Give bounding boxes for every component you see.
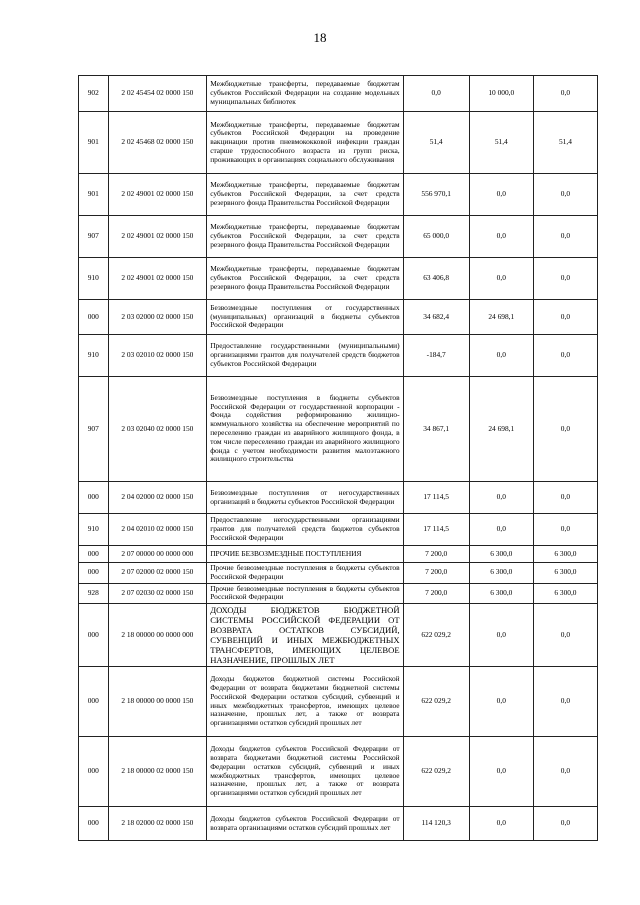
budget-code-cell: 2 18 00000 00 0000 150	[108, 667, 207, 737]
income-name-cell: Прочие безвозмездные поступления в бюджеты субъектов Российской Федерации	[207, 563, 403, 584]
admin-code-cell: 000	[79, 737, 109, 807]
amount-year2-cell: 0,0	[469, 482, 533, 514]
income-name-cell: Безвозмездные поступления в бюджеты субъектов Российской Федерации от государственной корпорации - Фонда содействия реформированию жилищно-коммунального хозяйства на обеспечение мероприятий по переселению граждан из аварийного жилищного фонда, в том числе переселению граждан из аварийного жилищного фонда с учетом необходимости развития малоэтажного жилищного строительства	[207, 377, 403, 482]
amount-year2-cell: 0,0	[469, 667, 533, 737]
budget-code-cell: 2 07 02030 02 0000 150	[108, 583, 207, 604]
amount-year1-cell: 34 867,1	[403, 377, 469, 482]
page-number: 18	[313, 30, 327, 45]
amount-year3-cell: 0,0	[533, 737, 597, 807]
table-body	[79, 76, 598, 841]
amount-year3-cell: 0,0	[533, 76, 597, 112]
table-row	[79, 563, 598, 584]
amount-year1-cell: 0,0	[403, 76, 469, 112]
budget-code-cell: 2 02 49001 02 0000 150	[108, 174, 207, 216]
amount-year1-cell: 556 970,1	[403, 174, 469, 216]
budget-code-cell: 2 04 02000 02 0000 150	[108, 482, 207, 514]
amount-year3-cell: 6 300,0	[533, 546, 597, 563]
admin-code-cell: 910	[79, 514, 109, 546]
budget-code-cell: 2 04 02010 02 0000 150	[108, 514, 207, 546]
income-name-cell: Безвозмездные поступления от негосударственных организаций в бюджеты субъектов Российской Федерации	[207, 482, 403, 514]
admin-code-cell: 000	[79, 563, 109, 584]
budget-code-cell: 2 03 02040 02 0000 150	[108, 377, 207, 482]
amount-year1-cell: 17 114,5	[403, 482, 469, 514]
amount-year1-cell: 622 029,2	[403, 737, 469, 807]
budget-code-cell: 2 02 49001 02 0000 150	[108, 216, 207, 258]
amount-year3-cell: 0,0	[533, 604, 597, 667]
amount-year2-cell: 24 698,1	[469, 300, 533, 335]
table-row	[79, 807, 598, 841]
admin-code-cell: 902	[79, 76, 109, 112]
income-name-cell: Межбюджетные трансферты, передаваемые бюджетам субъектов Российской Федерации, за счет средств резервного фонда Правительства Российской Федерации	[207, 174, 403, 216]
table-row	[79, 514, 598, 546]
income-name-cell: Межбюджетные трансферты, передаваемые бюджетам субъектов Российской Федерации, за счет средств резервного фонда Правительства Российской Федерации	[207, 258, 403, 300]
amount-year2-cell: 0,0	[469, 335, 533, 377]
amount-year3-cell: 6 300,0	[533, 563, 597, 584]
admin-code-cell: 907	[79, 377, 109, 482]
admin-code-cell: 901	[79, 112, 109, 174]
amount-year1-cell: 65 000,0	[403, 216, 469, 258]
income-name-cell: Межбюджетные трансферты, передаваемые бюджетам субъектов Российской Федерации на проведение вакцинации против пневмококковой инфекции граждан старше трудоспособного возраста из групп риска, проживающих в организациях социального обслуживания	[207, 112, 403, 174]
budget-code-cell: 2 03 02000 02 0000 150	[108, 300, 207, 335]
admin-code-cell: 907	[79, 216, 109, 258]
amount-year1-cell: 622 029,2	[403, 667, 469, 737]
admin-code-cell: 910	[79, 258, 109, 300]
table-row	[79, 76, 598, 112]
income-name-cell: ДОХОДЫ БЮДЖЕТОВ БЮДЖЕТНОЙ СИСТЕМЫ РОССИЙСКОЙ ФЕДЕРАЦИИ ОТ ВОЗВРАТА ОСТАТКОВ СУБСИДИЙ, СУБВЕНЦИЙ И ИНЫХ МЕЖБЮДЖЕТНЫХ ТРАНСФЕРТОВ, ИМЕЮЩИХ ЦЕЛЕВОЕ НАЗНАЧЕНИЕ, ПРОШЛЫХ ЛЕТ	[207, 604, 403, 667]
amount-year1-cell: 63 406,8	[403, 258, 469, 300]
income-name-cell: Предоставление негосударственными организациями грантов для получателей средств бюджетов субъектов Российской Федерации	[207, 514, 403, 546]
admin-code-cell: 000	[79, 300, 109, 335]
amount-year2-cell: 10 000,0	[469, 76, 533, 112]
amount-year2-cell: 0,0	[469, 258, 533, 300]
table-row	[79, 300, 598, 335]
amount-year1-cell: 622 029,2	[403, 604, 469, 667]
amount-year3-cell: 51,4	[533, 112, 597, 174]
income-name-cell: Прочие безвозмездные поступления в бюджеты субъектов Российской Федерации	[207, 583, 403, 604]
table-row	[79, 482, 598, 514]
budget-code-cell: 2 18 00000 02 0000 150	[108, 737, 207, 807]
amount-year2-cell: 6 300,0	[469, 546, 533, 563]
amount-year2-cell: 51,4	[469, 112, 533, 174]
admin-code-cell: 910	[79, 335, 109, 377]
amount-year1-cell: 7 200,0	[403, 583, 469, 604]
amount-year1-cell: 7 200,0	[403, 563, 469, 584]
budget-code-cell: 2 18 02000 02 0000 150	[108, 807, 207, 841]
amount-year2-cell: 0,0	[469, 174, 533, 216]
table-row	[79, 583, 598, 604]
admin-code-cell: 000	[79, 807, 109, 841]
table-row	[79, 667, 598, 737]
amount-year1-cell: 34 682,4	[403, 300, 469, 335]
admin-code-cell: 000	[79, 546, 109, 563]
amount-year2-cell: 6 300,0	[469, 583, 533, 604]
table-row	[79, 112, 598, 174]
admin-code-cell: 000	[79, 667, 109, 737]
amount-year1-cell: -184,7	[403, 335, 469, 377]
admin-code-cell: 000	[79, 482, 109, 514]
amount-year1-cell: 17 114,5	[403, 514, 469, 546]
table-row	[79, 174, 598, 216]
amount-year2-cell: 24 698,1	[469, 377, 533, 482]
amount-year3-cell: 0,0	[533, 216, 597, 258]
amount-year1-cell: 114 120,3	[403, 807, 469, 841]
income-name-cell: Доходы бюджетов бюджетной системы Российской Федерации от возврата бюджетами бюджетной системы Российской Федерации остатков субсидий, субвенций и иных межбюджетных трансфертов, имеющих целевое назначение, прошлых лет, а также от возврата организациями остатков субсидий прошлых лет	[207, 667, 403, 737]
budget-code-cell: 2 02 45468 02 0000 150	[108, 112, 207, 174]
budget-revenue-table	[78, 75, 598, 841]
table-row	[79, 546, 598, 563]
amount-year3-cell: 0,0	[533, 258, 597, 300]
amount-year3-cell: 0,0	[533, 174, 597, 216]
table-row	[79, 258, 598, 300]
amount-year2-cell: 0,0	[469, 737, 533, 807]
amount-year3-cell: 6 300,0	[533, 583, 597, 604]
budget-code-cell: 2 07 02000 02 0000 150	[108, 563, 207, 584]
amount-year2-cell: 0,0	[469, 216, 533, 258]
income-name-cell: Предоставление государственными (муниципальными) организациями грантов для получателей средств бюджетов субъектов Российской Федерации	[207, 335, 403, 377]
table-row	[79, 377, 598, 482]
amount-year3-cell: 0,0	[533, 482, 597, 514]
income-name-cell: Безвозмездные поступления от государственных (муниципальных) организаций в бюджеты субъектов Российской Федерации	[207, 300, 403, 335]
amount-year1-cell: 51,4	[403, 112, 469, 174]
amount-year2-cell: 0,0	[469, 514, 533, 546]
income-name-cell: Доходы бюджетов субъектов Российской Федерации от возврата организациями остатков субсидий прошлых лет	[207, 807, 403, 841]
amount-year3-cell: 0,0	[533, 807, 597, 841]
amount-year2-cell: 0,0	[469, 604, 533, 667]
admin-code-cell: 901	[79, 174, 109, 216]
table-row	[79, 737, 598, 807]
income-name-cell: ПРОЧИЕ БЕЗВОЗМЕЗДНЫЕ ПОСТУПЛЕНИЯ	[207, 546, 403, 563]
amount-year3-cell: 0,0	[533, 300, 597, 335]
budget-code-cell: 2 02 49001 02 0000 150	[108, 258, 207, 300]
amount-year3-cell: 0,0	[533, 514, 597, 546]
amount-year3-cell: 0,0	[533, 335, 597, 377]
amount-year2-cell: 6 300,0	[469, 563, 533, 584]
income-name-cell: Доходы бюджетов субъектов Российской Федерации от возврата бюджетами бюджетной системы Российской Федерации остатков субсидий, субвенций и иных межбюджетных трансфертов, имеющих целевое назначение, прошлых лет, а также от возврата организациями остатков субсидий прошлых лет	[207, 737, 403, 807]
table-row	[79, 604, 598, 667]
table-row	[79, 335, 598, 377]
amount-year2-cell: 0,0	[469, 807, 533, 841]
budget-code-cell: 2 07 00000 00 0000 000	[108, 546, 207, 563]
budget-code-cell: 2 18 00000 00 0000 000	[108, 604, 207, 667]
admin-code-cell: 000	[79, 604, 109, 667]
amount-year3-cell: 0,0	[533, 667, 597, 737]
admin-code-cell: 928	[79, 583, 109, 604]
income-name-cell: Межбюджетные трансферты, передаваемые бюджетам субъектов Российской Федерации, за счет средств резервного фонда Правительства Российской Федерации	[207, 216, 403, 258]
budget-code-cell: 2 03 02010 02 0000 150	[108, 335, 207, 377]
budget-code-cell: 2 02 45454 02 0000 150	[108, 76, 207, 112]
amount-year3-cell: 0,0	[533, 377, 597, 482]
table-row	[79, 216, 598, 258]
amount-year1-cell: 7 200,0	[403, 546, 469, 563]
income-name-cell: Межбюджетные трансферты, передаваемые бюджетам субъектов Российской Федерации на создание модельных муниципальных библиотек	[207, 76, 403, 112]
